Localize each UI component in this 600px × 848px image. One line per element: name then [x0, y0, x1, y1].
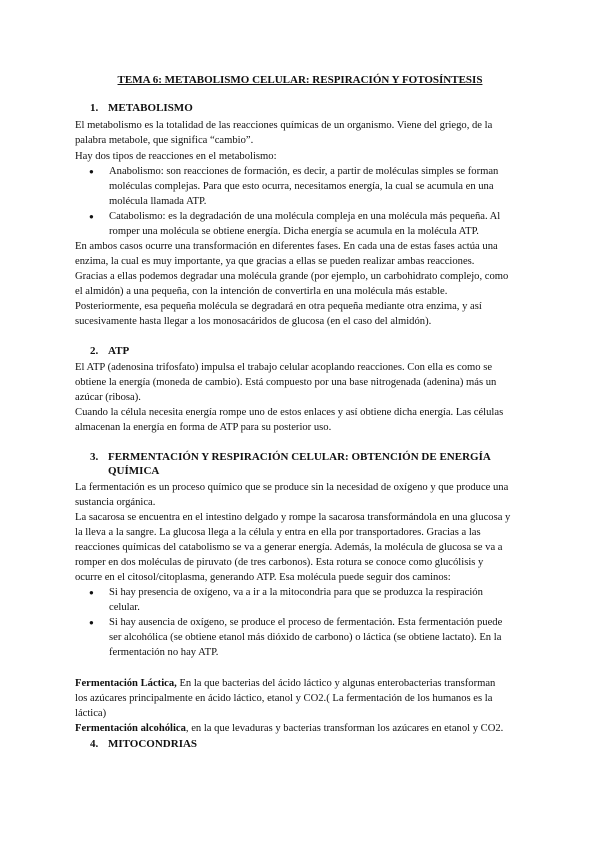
section-number: 2.	[90, 345, 99, 357]
paragraph-line	[75, 677, 495, 690]
bullet-line: fermentación no hay ATP.	[109, 647, 219, 658]
bullet-line: romper una molécula se obtiene energía. Dicha energía se acumula en la molécula ATP.	[109, 226, 479, 237]
term-text: En la que bacterias del ácido láctico y algunas enterobacterias transforman	[176, 678, 496, 689]
bullet-line: celular.	[109, 602, 140, 613]
paragraph-line: El metabolismo es la totalidad de las reacciones químicas de un organismo. Viene del griego, de la	[75, 120, 493, 131]
paragraph-line: Posteriormente, esa pequeña molécula se degradará en otra pequeña mediante otra enzima, y así	[75, 301, 482, 312]
bullet-icon: ●	[89, 212, 94, 221]
paragraph-line: Cuando la célula necesita energía rompe uno de estos enlaces y así obtiene dicha energía. Las células	[75, 407, 504, 418]
section-title-continued: QUÍMICA	[108, 465, 160, 477]
paragraph-line: El ATP (adenosina trifosfato) impulsa el trabajo celular acoplando reacciones. Con ella es como se	[75, 362, 493, 373]
paragraph-line: palabra metabole, que significa “cambio”.	[75, 135, 254, 146]
bullet-line: ser alcohólica (se obtiene etanol más dióxido de carbono) o láctica (se obtiene lactato). En la	[109, 632, 502, 643]
paragraph-line: almacenan la energía en forma de ATP para su posterior uso.	[75, 422, 332, 433]
bullet-icon: ●	[89, 618, 94, 627]
section-number: 1.	[90, 102, 99, 114]
bullet-line: molécula llamada ATP.	[109, 196, 207, 207]
bullet-line: Si hay presencia de oxígeno, va a ir a la mitocondria para que se produzca la respiración	[109, 587, 483, 598]
paragraph-line: obtiene la energía (moneda de cambio). Está compuesto por una base nitrogenada (adenina) más un	[75, 377, 497, 388]
term-text: , en la que levaduras y bacterias transforman los azúcares en etanol y CO2.	[185, 723, 504, 734]
bullet-line: Anabolismo: son reacciones de formación, es decir, a partir de moléculas simples se forman	[109, 166, 499, 177]
section-title: ATP	[108, 345, 130, 357]
term-label: Fermentación Láctica,	[75, 678, 177, 689]
term-label: Fermentación alcohólica	[75, 723, 186, 734]
page-title: TEMA 6: METABOLISMO CELULAR: RESPIRACIÓN Y FOTOSÍNTESIS	[117, 74, 483, 86]
bullet-icon: ●	[89, 588, 94, 597]
paragraph-line: romper en dos moléculas de piruvato (de tres carbonos). Esta rotura se conoce como glucólisis y	[75, 557, 484, 568]
section-title: FERMENTACIÓN Y RESPIRACIÓN CELULAR: OBTENCIÓN DE ENERGÍA	[108, 451, 491, 463]
paragraph-line: sustancia orgánica.	[75, 497, 156, 508]
paragraph-line: el almidón) a una pequeña, con la intención de convertirla en una molécula más estable.	[75, 286, 448, 297]
paragraph-line: Hay dos tipos de reacciones en el metabolismo:	[75, 151, 277, 162]
paragraph-line: reacciones químicas del catabolismo se va a generar energía. Además, la molécula de glucosa se va a	[75, 542, 503, 553]
section-title: METABOLISMO	[108, 102, 193, 114]
section-number: 3.	[90, 451, 99, 463]
paragraph-line: láctica)	[75, 708, 107, 719]
paragraph-line: La fermentación es un proceso químico que se produce sin la necesidad de oxígeno y que produce una	[75, 482, 509, 493]
paragraph-line: ocurre en el citosol/citoplasma, generando ATP. Esa molécula puede seguir dos caminos:	[75, 572, 451, 583]
bullet-line: Si hay ausencia de oxígeno, se produce el proceso de fermentación. Esta fermentación puede	[109, 617, 503, 628]
paragraph-line: la lleva a la sangre. La glucosa llega a la célula y entra en ella por transportadores. Gracias a las	[75, 527, 481, 538]
paragraph-line: azúcar (ribosa).	[75, 392, 141, 403]
paragraph-line: sucesivamente hasta llegar a los monosacáridos de glucosa (en el caso del almidón).	[75, 316, 432, 327]
paragraph-line: Gracias a ellas podemos degradar una molécula grande (por ejemplo, un carbohidrato complejo, como	[75, 271, 509, 282]
section-title: MITOCONDRIAS	[108, 738, 198, 750]
bullet-line: Catabolismo: es la degradación de una molécula compleja en una molécula más pequeña. Al	[109, 211, 501, 222]
paragraph-line: La sacarosa se encuentra en el intestino delgado y rompe la sacarosa transformándola en una glucosa y	[75, 512, 511, 523]
section-number: 4.	[90, 738, 99, 750]
paragraph-line: enzima, la cual es muy importante, ya que gracias a ellas se pueden realizar ambas reacciones.	[75, 256, 475, 267]
bullet-icon: ●	[89, 167, 94, 176]
paragraph-line: los azúcares principalmente en ácido láctico, etanol y CO2.( La fermentación de los humanos es la	[75, 693, 493, 704]
paragraph-line	[75, 722, 503, 735]
bullet-line: moléculas complejas. Para que esto ocurra, necesitamos energía, la cual se acumula en una	[109, 181, 494, 192]
paragraph-line: En ambos casos ocurre una transformación en diferentes fases. En cada una de estas fases actúa una	[75, 241, 498, 252]
